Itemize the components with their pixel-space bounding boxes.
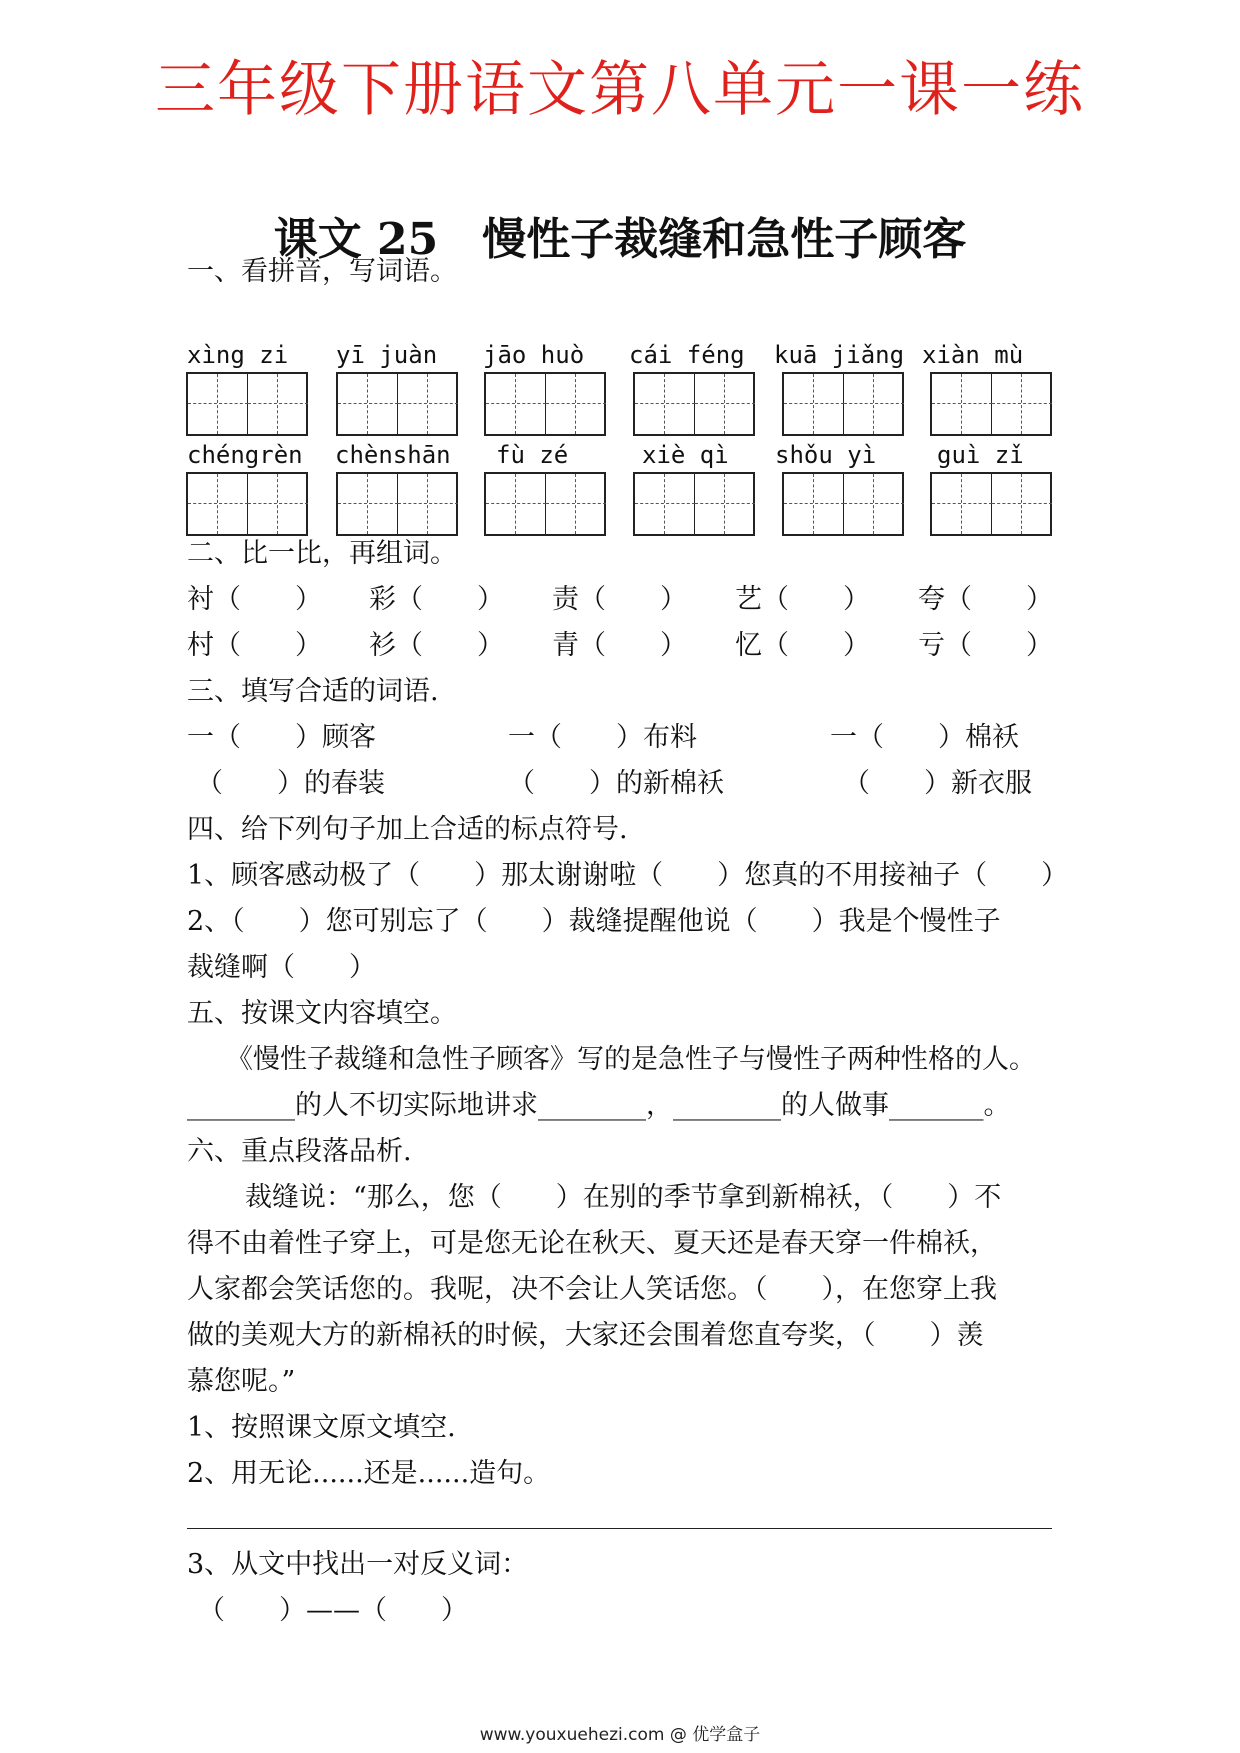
punctuation-sentence: 裁缝啊（ ） <box>187 952 376 983</box>
compare-item: 忆（ ） <box>735 630 870 661</box>
section1-heading: 一、看拼音，写词语。 <box>187 256 457 287</box>
punctuation-sentence: 2、（ ）您可别忘了（ ）裁缝提醒他说（ ）我是个慢性子 <box>187 906 1001 937</box>
compare-item: 衬（ ） <box>187 584 322 615</box>
pinyin-label: kuā jiǎng <box>774 341 905 369</box>
writing-grid[interactable] <box>336 472 458 536</box>
question: 2、用无论......还是......造句。 <box>187 1458 551 1489</box>
compare-item: 亏（ ） <box>918 630 1053 661</box>
lesson-title: 课文 25 慢性子裁缝和急性子顾客 <box>273 214 967 265</box>
pinyin-label: chéngrèn <box>187 441 303 469</box>
footer-watermark: www.youxuehezi.com @ 优学盒子 <box>479 1725 761 1745</box>
pinyin-label: yī juàn <box>336 341 438 369</box>
pinyin-label: cái féng <box>629 341 745 369</box>
pinyin-label: shǒu yì <box>775 441 877 469</box>
fill-paragraph: ________的人不切实际地讲求________，________的人做事_______。 <box>187 1090 1011 1121</box>
writing-grid[interactable] <box>186 372 308 436</box>
passage-line: 得不由着性子穿上，可是您无论在秋天、夏天还是春天穿一件棉袄， <box>187 1228 997 1259</box>
compare-item: 艺（ ） <box>735 584 870 615</box>
writing-grid[interactable] <box>633 372 755 436</box>
writing-grid[interactable] <box>484 472 606 536</box>
writing-grid[interactable] <box>782 472 904 536</box>
section2-heading: 二、比一比，再组词。 <box>187 538 457 569</box>
pinyin-label: jāo huò <box>483 341 585 369</box>
fill-item: 一（ ）棉袄 <box>830 722 1019 753</box>
question: 1、按照课文原文填空. <box>187 1412 456 1443</box>
main-title: 三年级下册语文第八单元一课一练 <box>155 55 1085 125</box>
writing-grid[interactable] <box>930 372 1052 436</box>
pinyin-label: fù zé <box>496 441 569 469</box>
section3-heading: 三、填写合适的词语. <box>187 676 439 707</box>
section4-heading: 四、给下列句子加上合适的标点符号. <box>187 814 628 845</box>
fill-item: 一（ ）布料 <box>508 722 697 753</box>
passage-line: 人家都会笑话您的。我呢，决不会让人笑话您。（ ），在您穿上我 <box>187 1274 997 1305</box>
passage-line: 裁缝说：“那么，您（ ）在别的季节拿到新棉袄，（ ）不 <box>245 1182 1002 1213</box>
pinyin-label: chènshān <box>335 441 451 469</box>
antonym-answer: （ ）——（ ） <box>198 1595 468 1626</box>
compare-item: 夸（ ） <box>918 584 1053 615</box>
writing-grid[interactable] <box>186 472 308 536</box>
answer-line[interactable] <box>187 1528 1052 1529</box>
writing-grid[interactable] <box>930 472 1052 536</box>
pinyin-label: xìng zi <box>187 341 289 369</box>
fill-item: （ ）新衣服 <box>843 768 1032 799</box>
fill-item: 一（ ）顾客 <box>187 722 376 753</box>
compare-item: 青（ ） <box>552 630 687 661</box>
question: 3、从文中找出一对反义词： <box>187 1549 529 1580</box>
writing-grid[interactable] <box>633 472 755 536</box>
fill-item: （ ）的新棉袄 <box>508 768 724 799</box>
pinyin-label: xiè qì <box>642 441 729 469</box>
passage-line: 慕您呢。” <box>187 1366 296 1397</box>
section5-heading: 五、按课文内容填空。 <box>187 998 457 1029</box>
compare-item: 责（ ） <box>552 584 687 615</box>
pinyin-label: xiàn mù <box>922 341 1024 369</box>
compare-item: 衫（ ） <box>369 630 504 661</box>
writing-grid[interactable] <box>782 372 904 436</box>
punctuation-sentence: 1、顾客感动极了（ ）那太谢谢啦（ ）您真的不用接袖子（ ） <box>187 860 1069 891</box>
compare-item: 彩（ ） <box>369 584 504 615</box>
writing-grid[interactable] <box>484 372 606 436</box>
passage-line: 做的美观大方的新棉袄的时候，大家还会围着您直夸奖，（ ）羡 <box>187 1320 984 1351</box>
fill-item: （ ）的春装 <box>196 768 385 799</box>
writing-grid[interactable] <box>336 372 458 436</box>
compare-item: 村（ ） <box>187 630 322 661</box>
section6-heading: 六、重点段落品析. <box>187 1136 412 1167</box>
fill-paragraph: 《慢性子裁缝和急性子顾客》写的是急性子与慢性子两种性格的人。 <box>226 1044 1036 1075</box>
pinyin-label: guì zǐ <box>937 441 1024 469</box>
